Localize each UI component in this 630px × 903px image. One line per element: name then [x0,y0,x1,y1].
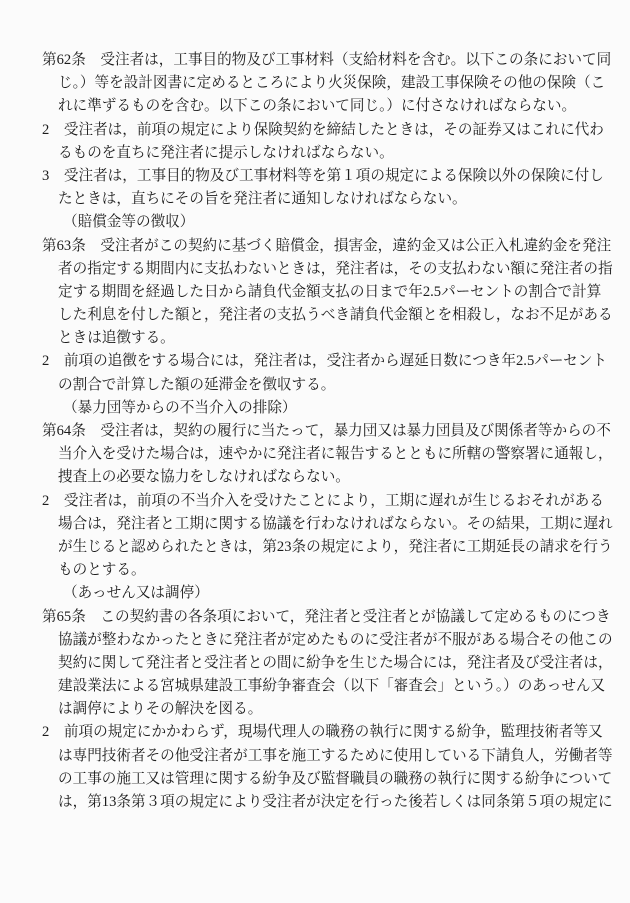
text-line: は，第13条第３項の規定により受注者が決定を行った後若しくは同条第５項の規定に [58,794,613,810]
text-line: は調停によりその解決を図る。 [58,701,263,718]
text-line: の割合で計算した額の延滞金を徴収する。 [58,376,336,393]
text-line: 3 受注者は，工事目的物及び工事材料等を第１項の規定による保険以外の保険に付し [42,167,604,184]
text-line: 2 受注者は，前項の不当介入を受けたことにより，工期に遅れが生じるおそれがある [42,492,604,509]
text-line: 2 前項の規定にかかわらず，現場代理人の職務の執行に関する紛争，監理技術者等又 [42,724,603,741]
text-line: 第64条 受注者は，契約の履行に当たって，暴力団又は暴力団員及び関係者等からの不 [42,423,611,439]
text-line: が生じると認められたときは，第23条の規定により，発注者に工期延長の請求を行う [58,538,613,555]
text-line: るものを直ちに発注者に提示しなければならない。 [58,144,394,161]
text-line: 者の指定する期間内に支払わないときは，発注者は，その支払わない額に発注者の指 [58,260,613,277]
text-line: 協議が整わなかったときに発注者が定めたものに受注者が不服がある場合その他この [58,631,613,648]
text-line: れに準ずるものを含む。以下この条において同じ。）に付さなければならない。 [58,98,577,115]
text-line: 第65条 この契約書の各条項において，発注者と受注者とが協議して定めるものにつき [42,608,611,625]
text-line: 定する期間を経過した日から請負代金額支払の日まで年2.5パーセントの割合で計算 [58,283,602,300]
text-line: ときは追徴する。 [58,330,175,347]
section-heading-line: （暴力団等からの不当介入の排除） [63,399,297,416]
text-line: 捜査上の必要な協力をしなければならない。 [58,469,350,486]
text-line: は専門技術者その他受注者が工事を施工するために使用している下請負人，労働者等 [58,747,613,764]
text-line: ものとする。 [58,562,146,579]
text-line: 2 受注者は，前項の規定により保険契約を締結したときは，その証券又はこれに代わ [42,121,604,138]
text-line: 場合は，発注者と工期に関する協議を行わなければならない。その結果，工期に遅れ [58,515,613,532]
text-line: 2 前項の追徴をする場合には，発注者は，受注者から遅延日数につき年2.5パーセント [42,353,607,370]
text-line: の工事の施工又は管理に関する紛争及び監督職員の職務の執行に関する紛争について [58,770,613,787]
text-line: した利息を付した額と，発注者の支払うべき請負代金額とを相殺し，なお不足がある [58,307,613,324]
text-line: 建設業法による宮城県建設工事紛争審査会（以下「審査会」という。）のあっせん又 [58,678,606,695]
text-line: 当介入を受けた場合は，速やかに発注者に報告するとともに所轄の警察署に通報し， [58,446,613,463]
section-heading-line: （賠償金等の徴収） [63,214,195,231]
text-line: 第63条 受注者がこの契約に基づく賠償金，損害金，違約金又は公正入札違約金を発注 [42,237,612,254]
text-line: じ。）等を設計図書に定めるところにより火災保険，建設工事保険その他の保険（こ [58,75,606,92]
section-heading-line: （あっせん又は調停） [63,585,209,602]
text-line: 第62条 受注者は，工事目的物及び工事材料（支給材料を含む。以下この条において同 [42,52,612,68]
text-line: たときは，直ちにその旨を発注者に通知しなければならない。 [58,191,467,208]
document-text-block [42,49,613,814]
text-line: 契約に関して発注者と受注者との間に紛争を生じた場合には，発注者及び受注者は， [58,654,613,671]
